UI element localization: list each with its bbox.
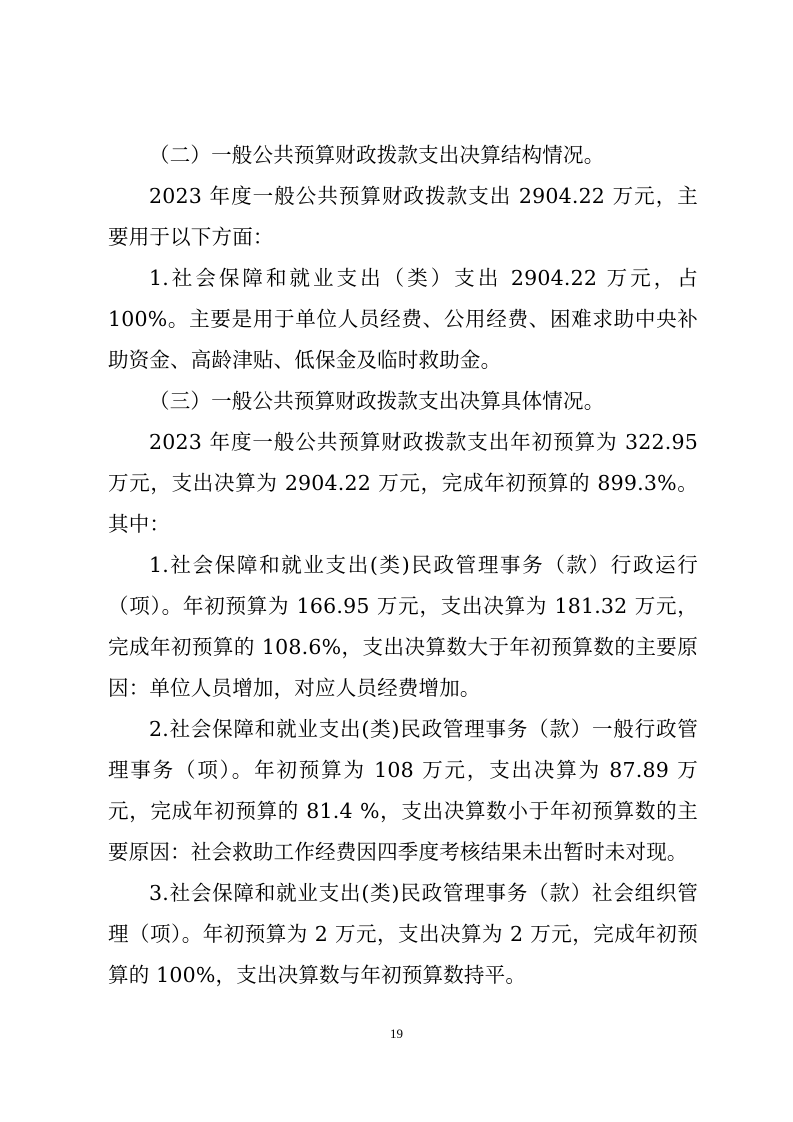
document-body bbox=[108, 135, 705, 996]
social-security-expenditure-paragraph: 1.社会保障和就业支出（类）支出 2904.22 万元，占 100%。主要是用于单位人员经费、公用经费、困难求助中央补助资金、高龄津贴、低保金及临时救助金。 bbox=[108, 266, 705, 372]
section-heading-details: （三）一般公共预算财政拨款支出决算具体情况。 bbox=[149, 389, 605, 413]
section-heading-structure: （二）一般公共预算财政拨款支出决算结构情况。 bbox=[149, 143, 605, 167]
total-expenditure-paragraph: 2023 年度一般公共预算财政拨款支出 2904.22 万元，主要用于以下方面： bbox=[108, 184, 698, 249]
item-social-organization-management: 3.社会保障和就业支出(类)民政管理事务（款）社会组织管理（项）。年初预算为 2 万元，支出决算为 2 万元，完成年初预算的 100%，支出决算数与年初预算数持平。 bbox=[108, 881, 698, 987]
budget-completion-paragraph: 2023 年度一般公共预算财政拨款支出年初预算为 322.95 万元，支出决算为 2904.22 万元，完成年初预算的 899.3%。其中： bbox=[108, 430, 705, 536]
item-general-administration: 2.社会保障和就业支出(类)民政管理事务（款）一般行政管理事务（项）。年初预算为 108 万元，支出决算为 87.89 万元，完成年初预算的 81.4 %，支出决算数小于年初预算数的主要原因：社会救助工作经费因四季度考核结果未出暂时未对现。 bbox=[108, 717, 698, 864]
page-number: 19 bbox=[390, 1026, 403, 1041]
item-administrative-operation: 1.社会保障和就业支出(类)民政管理事务（款）行政运行（项）。年初预算为 166.95 万元，支出决算为 181.32 万元，完成年初预算的 108.6%，支出决算数大于年初预算数的主要原因：单位人员增加，对应人员经费增加。 bbox=[108, 553, 698, 700]
